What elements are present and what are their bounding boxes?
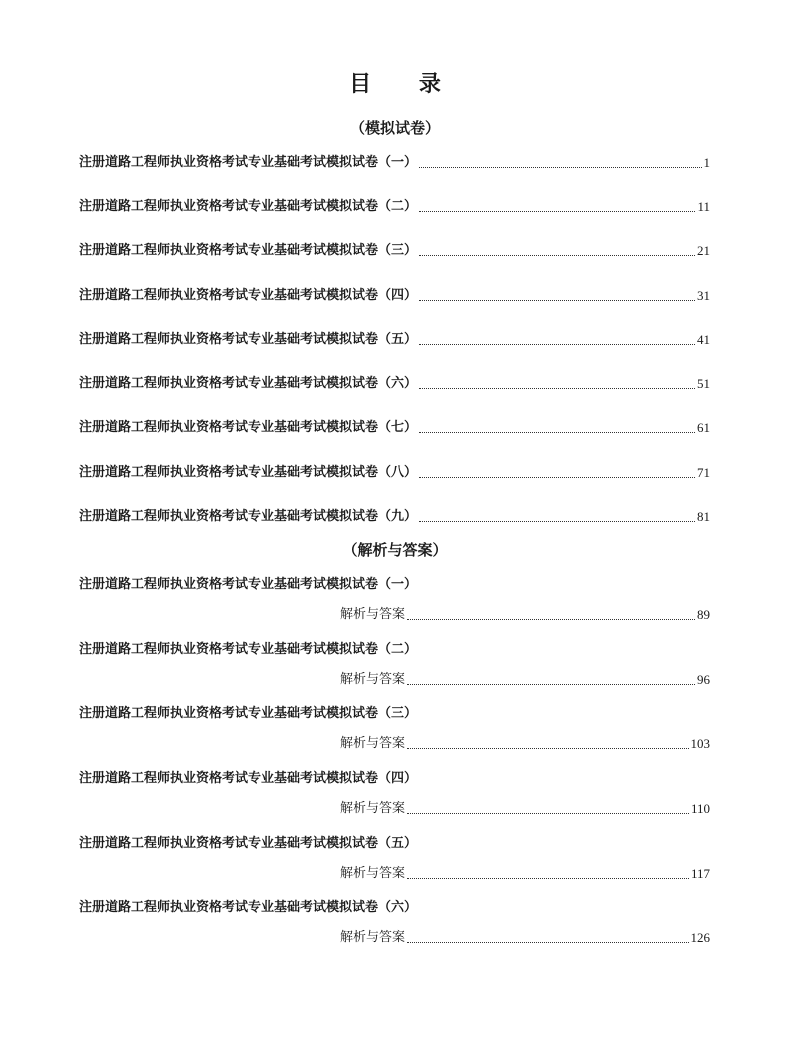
answer-entry[interactable] (340, 604, 710, 624)
toc-entry-page: 81 (697, 509, 710, 524)
answer-entry[interactable] (340, 863, 710, 883)
dot-leader (407, 812, 689, 814)
answer-entry-label: 解析与答案 (340, 607, 406, 622)
answer-entry-label: 解析与答案 (340, 930, 406, 945)
answer-entry-title: 注册道路工程师执业资格考试专业基础考试模拟试卷（一） (79, 577, 418, 592)
dot-leader (407, 683, 695, 685)
answer-entry[interactable] (340, 669, 710, 689)
answer-entry-page: 89 (697, 607, 710, 622)
answer-entry-title: 注册道路工程师执业资格考试专业基础考试模拟试卷（二） (79, 642, 418, 657)
mock-section-heading: （模拟试卷） (349, 119, 440, 137)
answer-entry-title: 注册道路工程师执业资格考试专业基础考试模拟试卷（四） (79, 771, 418, 786)
toc-entry-page: 51 (697, 376, 710, 391)
toc-entry[interactable] (79, 196, 710, 216)
answer-section-heading: （解析与答案） (342, 541, 448, 559)
toc-entry-page: 41 (697, 332, 710, 347)
dot-leader (419, 520, 695, 522)
answer-entry-page: 117 (690, 866, 710, 881)
toc-entry[interactable] (79, 240, 710, 260)
toc-entry-page: 21 (697, 243, 710, 258)
answer-entry-title: 注册道路工程师执业资格考试专业基础考试模拟试卷（三） (79, 706, 418, 721)
answer-entry-title: 注册道路工程师执业资格考试专业基础考试模拟试卷（五） (79, 836, 418, 851)
dot-leader (419, 343, 695, 345)
dot-leader (419, 166, 701, 168)
toc-entry-title: 注册道路工程师执业资格考试专业基础考试模拟试卷（五） (79, 332, 418, 347)
toc-entry-title: 注册道路工程师执业资格考试专业基础考试模拟试卷（二） (79, 199, 418, 214)
answer-entry-label: 解析与答案 (340, 866, 406, 881)
answer-entry-page: 103 (690, 736, 710, 751)
page-title: 目 录 (349, 72, 461, 97)
toc-entry-page: 31 (697, 288, 710, 303)
answer-entry[interactable] (340, 798, 710, 818)
dot-leader (407, 941, 688, 943)
toc-entry-title: 注册道路工程师执业资格考试专业基础考试模拟试卷（三） (79, 243, 418, 258)
answer-entry[interactable] (340, 733, 710, 753)
answer-entry-label: 解析与答案 (340, 672, 406, 687)
toc-entry-title: 注册道路工程师执业资格考试专业基础考试模拟试卷（四） (79, 288, 418, 303)
dot-leader (407, 877, 689, 879)
answer-entry-page: 110 (690, 801, 710, 816)
toc-entry[interactable] (79, 417, 710, 437)
toc-entry-title: 注册道路工程师执业资格考试专业基础考试模拟试卷（六） (79, 376, 418, 391)
toc-entry[interactable] (79, 506, 710, 526)
answer-entry-label: 解析与答案 (340, 736, 406, 751)
toc-entry[interactable] (79, 462, 710, 482)
dot-leader (407, 747, 688, 749)
toc-entry-title: 注册道路工程师执业资格考试专业基础考试模拟试卷（一） (79, 155, 418, 170)
toc-entry-page: 11 (697, 199, 710, 214)
answer-entry-title: 注册道路工程师执业资格考试专业基础考试模拟试卷（六） (79, 900, 418, 915)
answer-entry-page: 96 (697, 672, 710, 687)
toc-entry-title: 注册道路工程师执业资格考试专业基础考试模拟试卷（八） (79, 465, 418, 480)
dot-leader (419, 299, 695, 301)
toc-entry-page: 71 (697, 465, 710, 480)
answer-entry-label: 解析与答案 (340, 801, 406, 816)
dot-leader (419, 387, 695, 389)
toc-entry-title: 注册道路工程师执业资格考试专业基础考试模拟试卷（九） (79, 509, 418, 524)
dot-leader (419, 254, 695, 256)
toc-entry-page: 1 (703, 155, 710, 170)
dot-leader (419, 210, 695, 212)
toc-entry-page: 61 (697, 420, 710, 435)
dot-leader (407, 618, 695, 620)
toc-entry[interactable] (79, 285, 710, 305)
answer-entry[interactable] (340, 927, 710, 947)
toc-entry-title: 注册道路工程师执业资格考试专业基础考试模拟试卷（七） (79, 420, 418, 435)
toc-entry[interactable] (79, 152, 710, 172)
answer-entry-page: 126 (690, 930, 710, 945)
toc-entry[interactable] (79, 329, 710, 349)
toc-entry[interactable] (79, 373, 710, 393)
dot-leader (419, 431, 695, 433)
dot-leader (419, 476, 695, 478)
